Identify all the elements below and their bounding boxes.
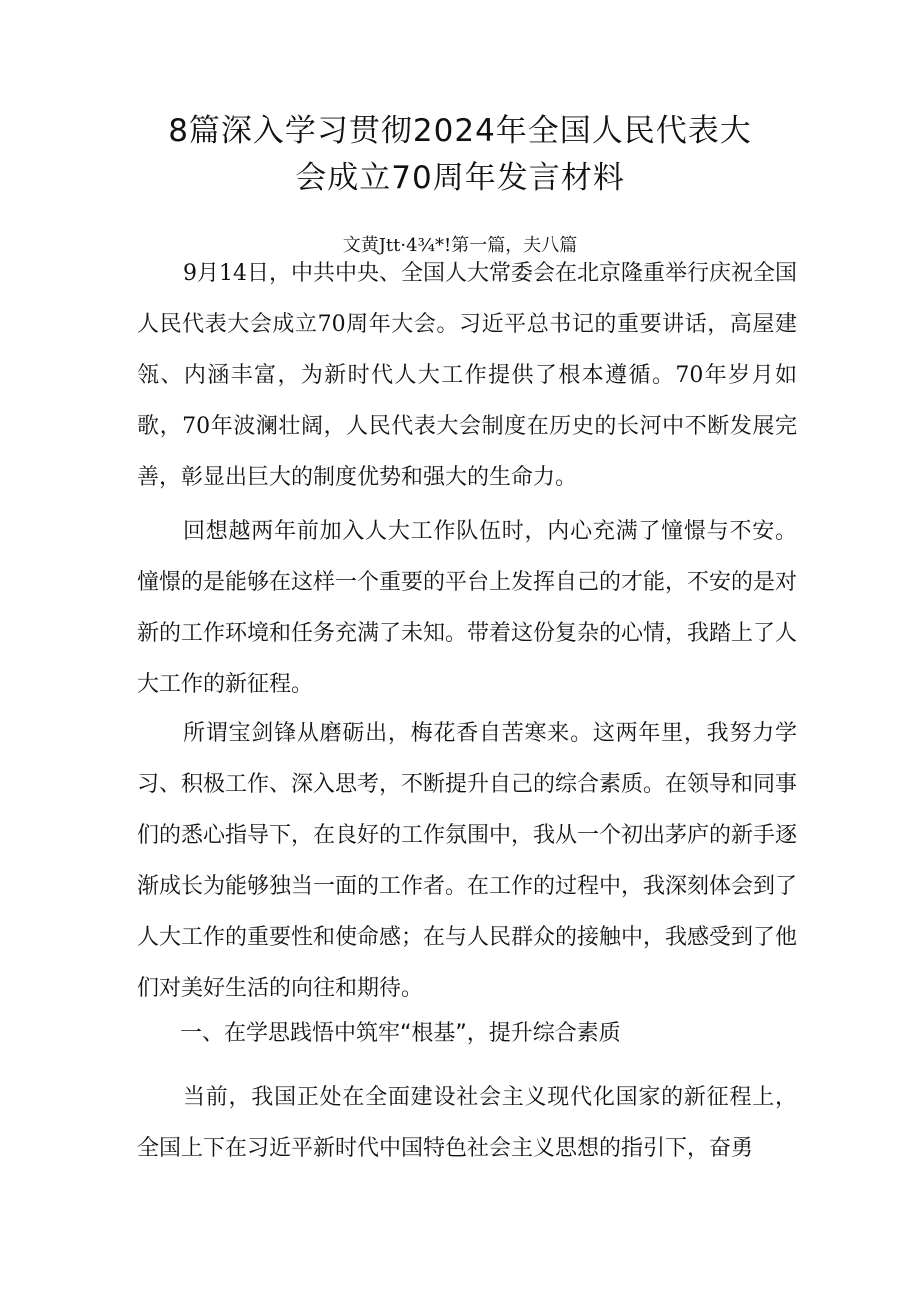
document-title-line-2: 会成立70周年发言材料 bbox=[295, 160, 625, 196]
section-heading: 一、在学思践悟中筑牢“根基”，提升综合素质 bbox=[180, 1021, 621, 1046]
body-paragraph-3: 所谓宝剑锋从磨砺出，梅花香自苦寒来。这两年里，我努力学习、积极工作、深入思考，不断提升自己的综合素质。在领导和同事们的悉心指导下，在良好的工作氛围中，我从一个初出茅庐的新手逐渐成长为能够独当一面的工作者。在工作的过程中，我深刻体会到了人大工作的重要性和使命感；在与人民群众的接触中，我感受到了他们对美好生活的向往和期待。 bbox=[137, 721, 798, 1001]
body-paragraph-2: 回想越两年前加入人大工作队伍时，内心充满了憧憬与不安。憧憬的是能够在这样一个重要的平台上发挥自己的才能，不安的是对新的工作环境和任务充满了未知。带着这份复杂的心情，我踏上了人大工作的新征程。 bbox=[137, 519, 798, 697]
body-paragraph-1: 9月14日，中共中央、全国人大常委会在北京隆重举行庆祝全国人民代表大会成立70周年大会。习近平总书记的重要讲话，高屋建瓴、内涵丰富，为新时代人大工作提供了根本遵循。70年岁月如歌，70年波澜壮阔，人民代表大会制度在历史的长河中不断发展完善，彰显出巨大的制度优势和强大的生命力。 bbox=[137, 261, 797, 490]
document-title-line-1: 8篇深入学习贯彻2024年全国人民代表大 bbox=[168, 113, 752, 149]
section-paragraph: 当前，我国正处在全面建设社会主义现代化国家的新征程上，全国上下在习近平新时代中国特色社会主义思想的指引下，奋勇 bbox=[137, 1085, 797, 1161]
document-subtitle: 文黄Jtt·4¾*!第一篇，夫八篇 bbox=[342, 235, 578, 256]
